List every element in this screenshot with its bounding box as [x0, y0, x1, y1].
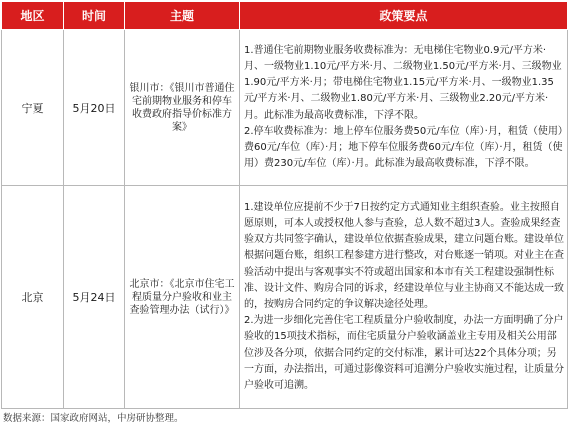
header-points: 政策要点	[240, 2, 568, 30]
region-cell: 宁夏	[2, 30, 64, 186]
date-cell: 5月20日	[64, 30, 125, 186]
topic-cell: 银川市：《银川市普通住宅前期物业服务和停车收费政府指导价标准方案》	[125, 30, 240, 186]
policy-point: 2.停车收费标准为：地上停车位服务费50元/车位（库）·月，租赁（使用）费60元/车位（库）·月；地下停车位服务费60元/车位（库）·月，租赁（使用）费230元/车位（库）·月。此标准为最高收费标准，下浮不限。	[244, 125, 563, 170]
table-row	[2, 186, 568, 409]
header-row	[2, 2, 568, 30]
policy-point: 1.建设单位应提前不少于7日按约定方式通知业主组织查验。业主按照自愿原则，可本人或授权他人参与查验，总人数不超过3人。查验成果经查验双方共同签字确认，建设单位依据查验成果，建立问题台账。建设单位根据问题台账，组织工程参建方进行整改，对台账逐一销项。对业主在查验活动中提出与客观事实不符或超出国家和本市有关工程建设强制性标准、设计文件、购房合同的诉求，经建设单位与业主协商又不能达成一致的，按购房合同约定的争议解决途径处理。	[244, 201, 564, 310]
table-row	[2, 30, 568, 186]
policy-point: 1.普通住宅前期物业服务收费标准为：无电梯住宅物业0.9元/平方米·月、一级物业1.10元/平方米·月、二级物业1.50元/平方米·月、三级物业1.90元/平方米·月；带电梯住宅物业1.15元/平方米·月、一级物业1.35元/平方米·月、二级物业1.80元/平方米·月、三级物业2.20元/平方米·月。此标准为最高收费标准，下浮不限。	[244, 44, 562, 121]
header-date: 时间	[64, 2, 125, 30]
policy-table	[1, 1, 568, 409]
policy-points-cell	[240, 30, 568, 186]
topic-cell: 北京市：《北京市住宅工程质量分户验收和业主查验管理办法（试行）》	[125, 186, 240, 409]
policy-points-cell	[240, 186, 568, 409]
header-topic: 主题	[125, 2, 240, 30]
date-cell: 5月24日	[64, 186, 125, 409]
source-note: 数据来源：国家政府网站，中房研协整理。	[3, 413, 184, 424]
header-region: 地区	[2, 2, 64, 30]
policy-point: 2.为进一步细化完善住宅工程质量分户验收制度，办法一方面明确了分户验收的15项技术指标，而住宅质量分户验收涵盖业主专用及相关公用部位涉及各分项，依据合同约定的交付标准，累计可达22个具体分项；另一方面，办法指出，可通过影像资料可追溯分户验收实施过程，让质量分户验收可追溯。	[244, 315, 564, 392]
region-cell: 北京	[2, 186, 64, 409]
